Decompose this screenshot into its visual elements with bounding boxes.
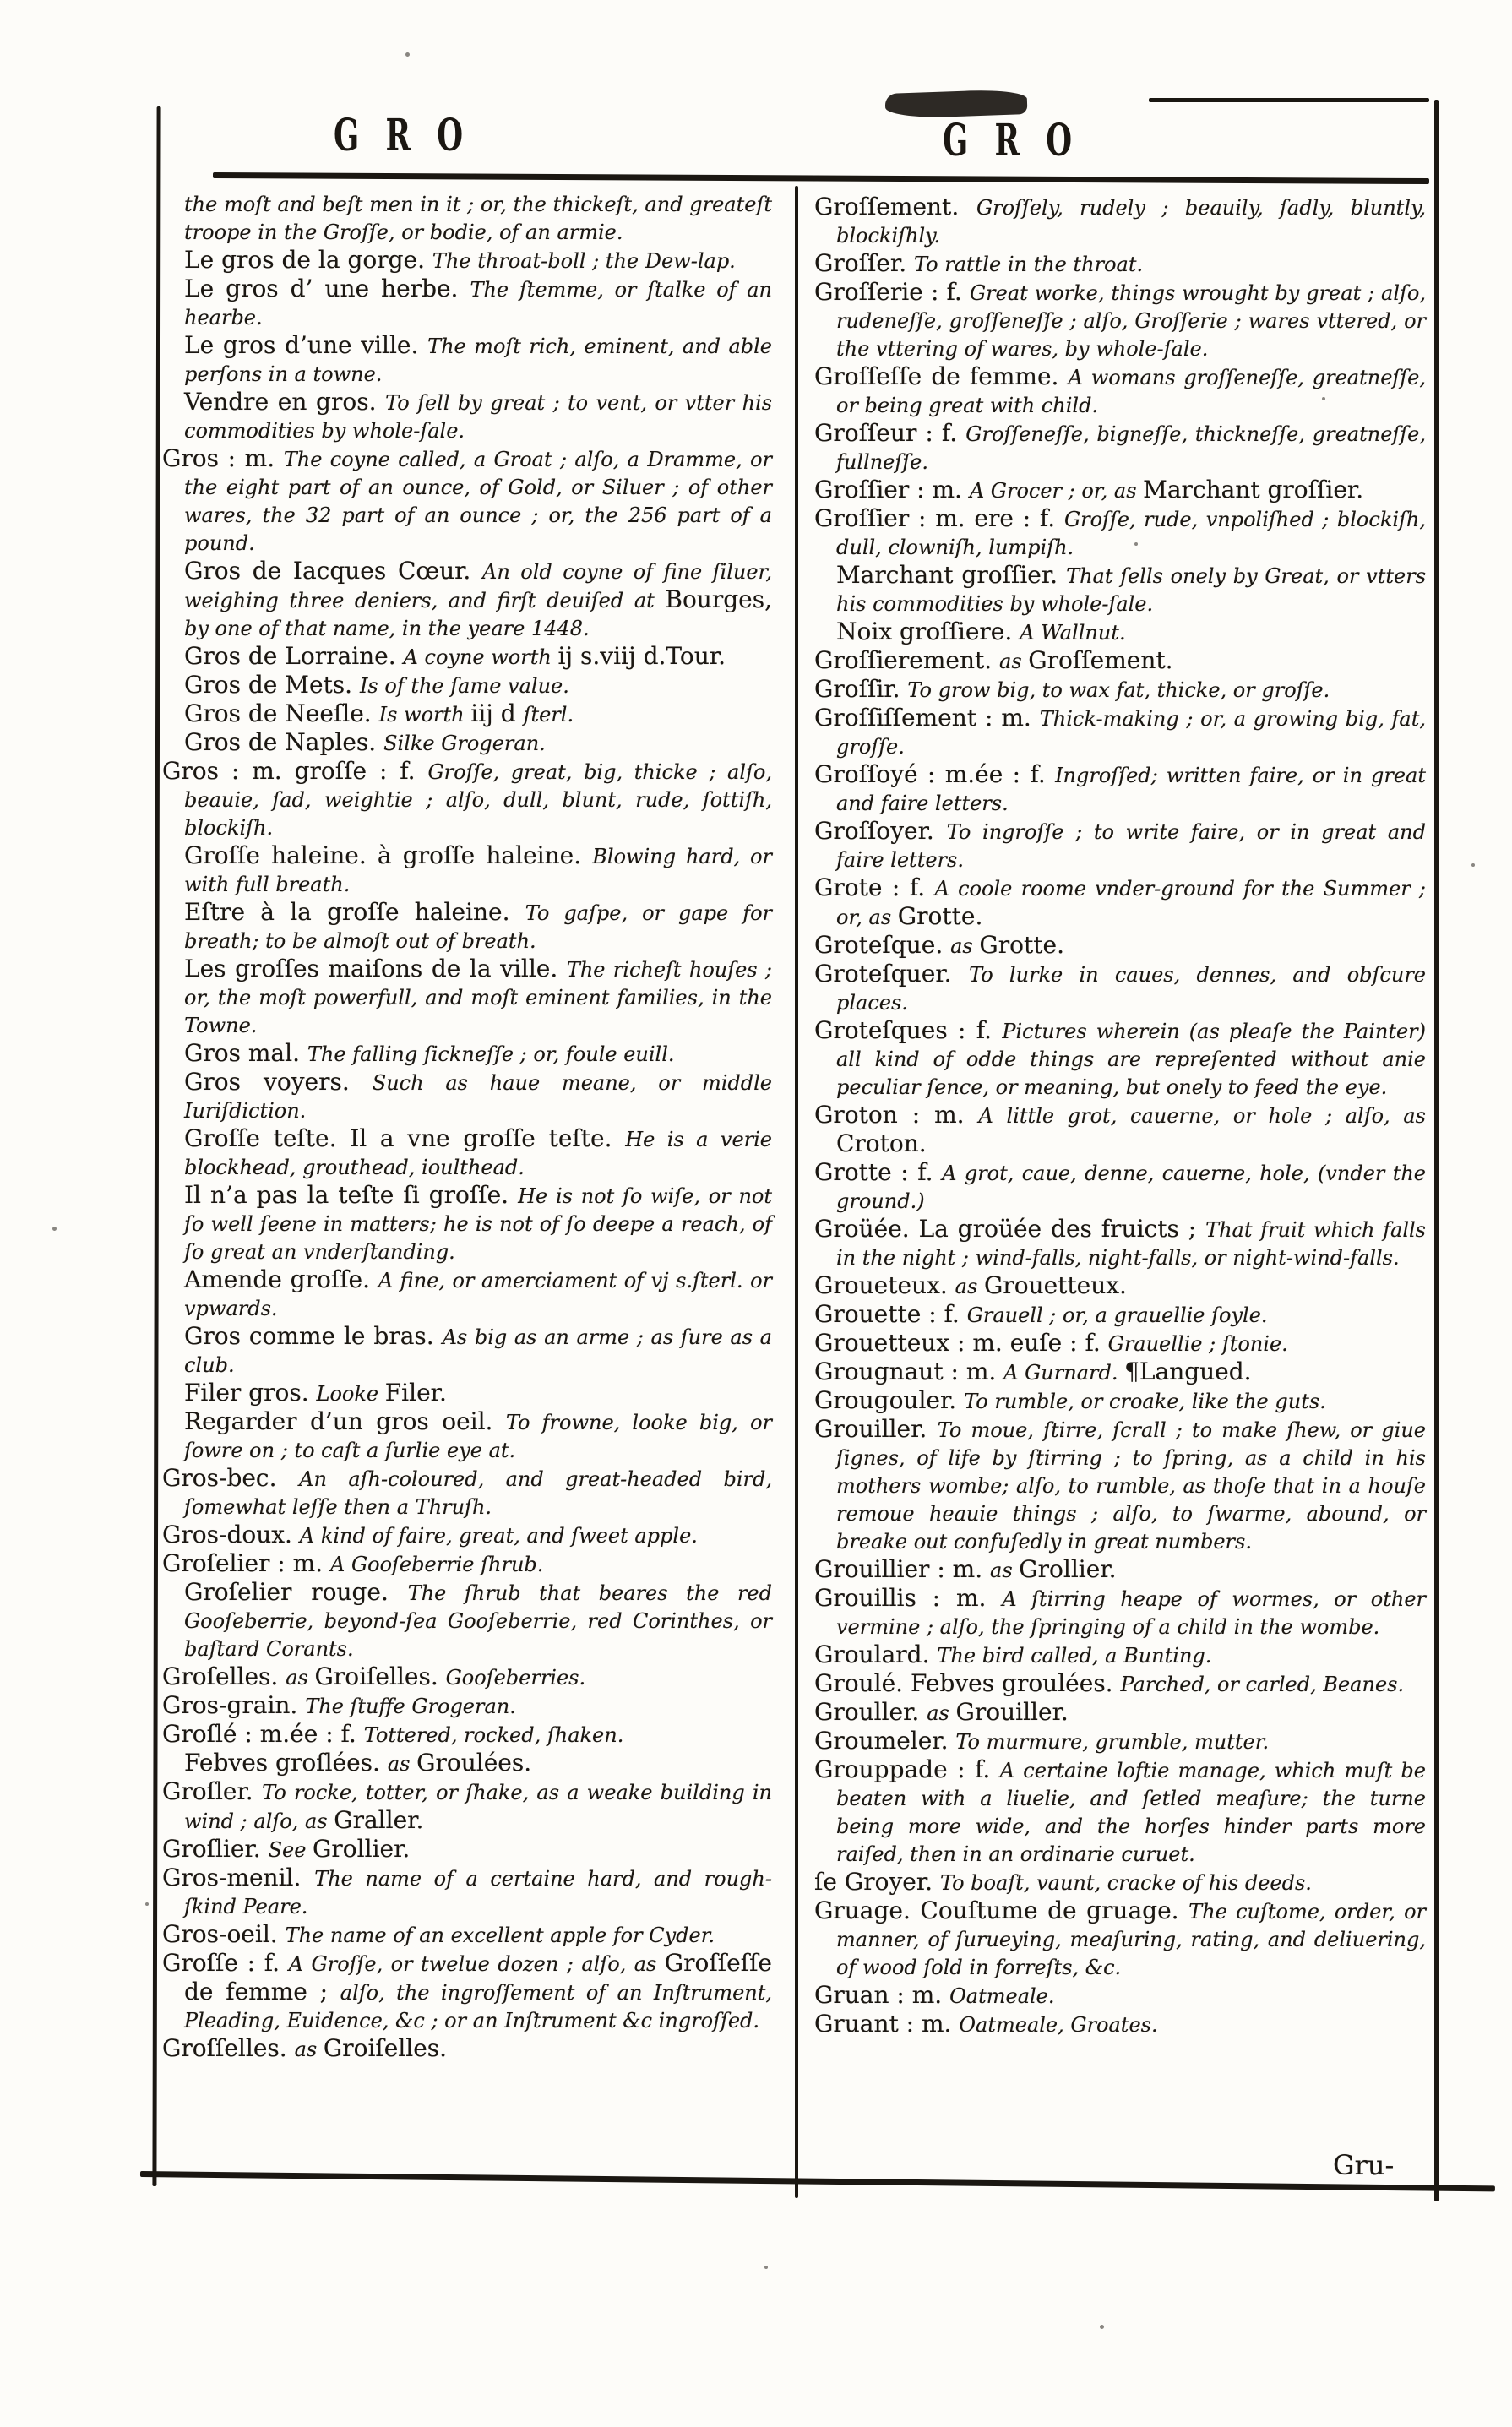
- entry-headword-text: Groſſeur : f.: [814, 419, 966, 447]
- entry-headword-text: Grollier.: [313, 1835, 411, 1863]
- entry-gloss-text: Is of the ſame value.: [359, 674, 569, 698]
- scan-speck: [1100, 2325, 1104, 2329]
- dictionary-entry: [162, 841, 772, 901]
- entry-headword-text: ¶Langued.: [1124, 1358, 1252, 1385]
- entry-headword-text: Grouiller.: [814, 1415, 938, 1443]
- dictionary-entry: [814, 195, 1426, 252]
- entry-headword-text: Groiſelles.: [314, 1662, 446, 1690]
- dictionary-entry: [814, 1669, 1426, 1701]
- entry-gloss-text: To rocke, totter, or ſhake, as a weake building in wind ; alſo, as: [184, 1781, 773, 1833]
- left-column: [162, 193, 772, 2065]
- header-rule: [213, 172, 1429, 184]
- entry-gloss-text: To lurke in caues, dennes, and obſcure places.: [836, 963, 1427, 1015]
- dictionary-entry: [162, 898, 773, 957]
- entry-gloss-text: Oatmeale.: [949, 1984, 1055, 2008]
- entry-gloss-text: To grow big, to wax fat, thicke, or groſſe.: [907, 678, 1330, 702]
- entry-headword-text: iij d: [470, 699, 524, 727]
- entry-gloss-text: Ingroſſed; written faire, or in great and faire letters.: [836, 764, 1426, 815]
- dictionary-entry: [162, 1920, 772, 1951]
- entry-headword-text: Gros : m. groſſe : f.: [162, 757, 428, 785]
- entry-headword-text: Groſſeſſe de femme.: [814, 362, 1069, 390]
- entry-gloss-text: A Grocer ; or, as: [969, 479, 1144, 503]
- dictionary-entry: [162, 331, 772, 390]
- entry-headword-text: Groſſe teſte. Il a vne groſſe teſte.: [184, 1124, 626, 1152]
- entry-gloss-text: To ingroſſe ; to write faire, or in great and faire letters.: [836, 820, 1426, 872]
- entry-headword-text: Gros voyers.: [184, 1068, 373, 1096]
- entry-headword-text: Gros de Mets.: [184, 671, 360, 699]
- entry-headword-text: Marchant groſſier.: [836, 561, 1067, 589]
- entry-headword-text: Groſſiſſement : m.: [814, 704, 1040, 732]
- entry-headword-text: Groiſelles.: [323, 2034, 448, 2062]
- dictionary-entry: [814, 1415, 1426, 1558]
- dictionary-entry: [814, 1729, 1426, 1758]
- page-border-top: [1149, 98, 1429, 102]
- entry-headword-text: Grotte : f.: [814, 1158, 943, 1186]
- entry-headword-text: Groſſierement.: [814, 646, 1000, 674]
- running-header-right: G R O: [943, 115, 1080, 166]
- entry-headword-text: Grougouler.: [814, 1386, 965, 1414]
- dictionary-entry: [162, 1181, 773, 1268]
- entry-headword-text: Grollier.: [1019, 1555, 1117, 1583]
- entry-headword-text: Amende groſſe.: [184, 1265, 378, 1293]
- dictionary-entry: [814, 563, 1426, 620]
- entry-gloss-text: Parched, or carled, Beanes.: [1120, 1673, 1405, 1696]
- dictionary-entry: [814, 1217, 1426, 1274]
- dictionary-entry: [162, 759, 772, 844]
- dictionary-entry: [814, 873, 1426, 933]
- entry-headword-text: Grouiller.: [955, 1698, 1069, 1726]
- dictionary-entry: [162, 1951, 772, 2037]
- dictionary-entry: [162, 193, 772, 248]
- dictionary-entry: [814, 419, 1426, 478]
- dictionary-entry: [814, 819, 1426, 876]
- running-header-left: G R O: [334, 110, 471, 161]
- entry-gloss-text: The ſtemme, or ſtalke of an hearbe.: [184, 278, 772, 329]
- entry-headword-text: Regarder d’un gros oeil.: [184, 1407, 506, 1435]
- entry-headword-text: Gros-doux.: [162, 1521, 300, 1548]
- entry-headword-text: Groſſement.: [814, 193, 976, 220]
- entry-gloss-text: That fruit which falls in the night ; wind-falls, night-falls, or night-wind-falls.: [836, 1218, 1426, 1270]
- dictionary-entry: [814, 1755, 1426, 1870]
- entry-headword-text: Gros-grain.: [162, 1691, 306, 1719]
- entry-headword-text: Grotte.: [979, 931, 1064, 959]
- entry-gloss-text: The bird called, a Bunting.: [937, 1644, 1212, 1668]
- dictionary-entry: [814, 677, 1426, 706]
- entry-headword-text: Gruant : m.: [814, 2010, 960, 2038]
- entry-gloss-text: Groſſe, great, big, thicke ; alſo, beauie, ſad, weightie ; alſo, dull, blunt, rude, ſottiſh, blockiſh.: [184, 760, 773, 840]
- dictionary-entry: [162, 673, 772, 702]
- entry-headword-text: Groueteux.: [814, 1271, 955, 1299]
- entry-gloss-text: To frowne, looke big, or ſowre on ; to caſt a ſurlie eye at.: [184, 1411, 772, 1462]
- entry-headword-text: Groulard.: [814, 1641, 938, 1668]
- entry-headword-text: Gruan : m.: [814, 1981, 950, 2009]
- entry-gloss-text: as: [955, 1275, 984, 1298]
- entry-headword-text: Gros de Neeſle.: [184, 699, 379, 727]
- ink-smudge: [885, 89, 1028, 119]
- entry-gloss-text: as: [286, 1666, 315, 1690]
- dictionary-entry: [162, 1837, 772, 1866]
- entry-headword-text: Gros mal.: [184, 1039, 307, 1067]
- entry-headword-text: Groſelier : m.: [162, 1549, 330, 1577]
- entry-gloss-text: Great worke, things wrought by great ; alſo, rudeneſſe, groſſeneſſe ; alſo, Groſſerie ; wares vttered, or the vttering of wares, by whole-ſale.: [836, 281, 1426, 361]
- dictionary-entry: [814, 1360, 1426, 1389]
- entry-gloss-text: Oatmeale, Groates.: [959, 2013, 1158, 2037]
- entry-gloss-text: See: [268, 1838, 313, 1862]
- entry-headword-text: Grouetteux : m. euſe : f.: [814, 1329, 1108, 1357]
- entry-gloss-text: Grauell ; or, a grauellie ſoyle.: [966, 1303, 1268, 1327]
- dictionary-entry: [814, 620, 1426, 649]
- entry-headword-text: Grouette : f.: [814, 1300, 967, 1328]
- dictionary-entry: [814, 1386, 1426, 1418]
- entry-gloss-text: The name of an excellent apple for Cyder.: [285, 1924, 715, 1947]
- entry-headword-text: Groteſque.: [814, 931, 951, 959]
- entry-headword-text: Gros comme le bras.: [184, 1322, 443, 1350]
- entry-gloss-text: The moſt rich, eminent, and able perſons in a towne.: [184, 335, 772, 386]
- entry-gloss-text: A kind of faire, great, and ſweet apple.: [299, 1524, 698, 1548]
- entry-headword-text: Groſſe : f.: [162, 1949, 289, 1977]
- entry-gloss-text: Looke: [316, 1382, 385, 1406]
- dictionary-entry: [162, 1039, 772, 1070]
- entry-headword-text: Groſſer.: [814, 249, 915, 277]
- entry-headword-text: Gruage. Couſtume de gruage.: [814, 1896, 1189, 1924]
- dictionary-entry: [162, 1124, 773, 1184]
- entry-gloss-text: Silke Grogeran.: [383, 732, 546, 755]
- entry-headword-text: Grouetteux.: [983, 1271, 1127, 1299]
- dictionary-entry: [814, 280, 1426, 365]
- entry-headword-text: Groumeler.: [814, 1727, 956, 1755]
- entry-gloss-text: A ſtirring heape of wormes, or other vermine ; alſo, the ſpringing of a child in the wombe.: [836, 1587, 1426, 1639]
- entry-headword-text: Gros de Naples.: [184, 728, 384, 756]
- entry-headword-text: Le gros d’ une herbe.: [184, 275, 470, 302]
- entry-gloss-text: A womans groſſeneſſe, greatneſſe, or being great with child.: [836, 366, 1427, 417]
- dictionary-entry: [814, 1896, 1426, 1984]
- entry-gloss-text: The coyne called, a Groat ; alſo, a Dramme, or the eight part of an ounce, of Gold, or Siluer ; of other wares, the 32 part of an ounce ; or, the 256 part of a pound.: [184, 448, 772, 555]
- entry-headword-text: Filer.: [384, 1379, 447, 1407]
- entry-gloss-text: Tottered, rocked, ſhaken.: [363, 1723, 624, 1747]
- dictionary-entry: [814, 1158, 1426, 1217]
- entry-gloss-text: To boaſt, vaunt, cracke of his deeds.: [939, 1871, 1312, 1895]
- entry-headword-text: Les groſſes maiſons de la ville.: [184, 955, 567, 982]
- entry-headword-text: Groton : m.: [814, 1101, 979, 1129]
- entry-gloss-text: The richeſt houſes ; or, the moſt powerfull, and moſt eminent families, in the Towne.: [184, 958, 773, 1037]
- entry-headword-text: Groſſoyé : m.ée : f.: [814, 760, 1056, 788]
- dictionary-entry: [814, 1555, 1426, 1586]
- dictionary-entry: [814, 706, 1426, 763]
- dictionary-entry: [162, 1265, 772, 1325]
- scan-speck: [764, 2266, 768, 2269]
- bottom-rule: [140, 2171, 1495, 2191]
- dictionary-entry: [814, 1103, 1426, 1161]
- entry-headword-text: Febves groſlées.: [184, 1749, 388, 1777]
- entry-headword-text: Croton.: [836, 1129, 927, 1157]
- dictionary-entry: [162, 642, 772, 673]
- dictionary-entry: [162, 390, 772, 447]
- dictionary-entry: [814, 760, 1426, 819]
- entry-headword-text: Groſelles.: [162, 1662, 286, 1690]
- entry-headword-text: Le gros de la gorge.: [184, 246, 432, 274]
- entry-headword-text: Grouller.: [814, 1698, 927, 1726]
- entry-gloss-text: An aſh-coloured, and great-headed bird, ſomewhat leſſe then a Thruſh.: [184, 1467, 772, 1519]
- dictionary-entry: [162, 1777, 773, 1837]
- entry-headword-text: Groſſir.: [814, 675, 908, 703]
- entry-gloss-text: Groſſely, rudely ; beauily, ſadly, bluntly, blockiſhly.: [836, 196, 1426, 248]
- entry-gloss-text: A grot, caue, denne, cauerne, hole, (vnder the ground.): [836, 1162, 1426, 1213]
- entry-headword-text: Vendre en gros.: [184, 388, 386, 416]
- catchword: Gru-: [1333, 2149, 1395, 2181]
- page-border-left: [152, 106, 160, 2186]
- entry-gloss-text: A Groſſe, or twelue dozen ; alſo, as: [288, 1952, 665, 1976]
- entry-gloss-text: as: [294, 2038, 324, 2061]
- dictionary-entry: [162, 728, 772, 759]
- entry-gloss-text: as: [999, 650, 1029, 673]
- entry-headword-text: Groulé. Febves groulées.: [814, 1669, 1121, 1697]
- dictionary-entry: [162, 1866, 772, 1923]
- entry-gloss-text: A little grot, cauerne, or hole ; alſo, as: [978, 1104, 1426, 1128]
- dictionary-entry: [814, 1300, 1426, 1331]
- dictionary-entry: [162, 1322, 772, 1381]
- dictionary-entry: [162, 2034, 772, 2065]
- entry-gloss-text: To ſell by great ; to vent, or vtter his commodities by whole-ſale.: [184, 391, 773, 443]
- entry-headword-text: Graller.: [334, 1806, 424, 1834]
- dictionary-entry: [162, 1381, 772, 1410]
- dictionary-entry: [814, 1870, 1426, 1899]
- dictionary-entry: [814, 249, 1426, 280]
- dictionary-entry: [162, 1407, 772, 1467]
- entry-gloss-text: A Wallnut.: [1020, 621, 1126, 645]
- entry-headword-text: Grouppade : f.: [814, 1755, 1000, 1783]
- entry-headword-text: Gros de Lorraine.: [184, 642, 404, 670]
- entry-headword-text: Gros-oeil.: [162, 1920, 286, 1948]
- entry-gloss-text: A Gooſeberrie ſhrub.: [330, 1553, 544, 1576]
- entry-headword-text: ſe Groyer.: [814, 1868, 940, 1896]
- column-divider-rule: [795, 186, 798, 2198]
- entry-headword-text: Filer gros.: [184, 1379, 317, 1407]
- dictionary-entry: [162, 1722, 772, 1751]
- dictionary-entry: [814, 1586, 1426, 1643]
- entry-headword-text: Bourges,: [665, 585, 772, 613]
- entry-gloss-text: ſterl.: [523, 703, 574, 726]
- dictionary-entry: [162, 1070, 772, 1127]
- dictionary-entry: [814, 646, 1426, 677]
- entry-gloss-text: A certaine loftie manage, which muſt be beaten with a liuelie, and ſetled meaſure; the turne being more wide, and the horſes hinder parts more raiſed, then in an ordinarie curuet.: [836, 1759, 1426, 1866]
- entry-gloss-text: The cuſtome, order, or manner, of ſurueying, meaſuring, rating, and deliuering, of wood ſold in forreſts, &c.: [836, 1900, 1426, 1979]
- entry-gloss-text: A fine, or amerciament of vj s.ſterl. or vpwards.: [184, 1269, 772, 1320]
- entry-headword-text: Groulées.: [416, 1749, 532, 1777]
- entry-headword-text: Grouillis : m.: [814, 1584, 1003, 1612]
- dictionary-entry: [814, 962, 1426, 1019]
- entry-gloss-text: A coyne worth: [403, 645, 558, 669]
- entry-gloss-text: That ſells onely by Great, or vtters his commodities by whole-ſale.: [836, 564, 1427, 616]
- entry-gloss-text: He is a verie blockhead, grouthead, ioulthead.: [184, 1128, 773, 1179]
- dictionary-entry: [814, 478, 1426, 507]
- entry-headword-text: Marchant groſſier.: [1143, 476, 1364, 503]
- entry-gloss-text: To murmure, grumble, mutter.: [955, 1730, 1270, 1754]
- entry-gloss-text: An old coyne of fine ſiluer, weighing three deniers, and firſt deuiſed at: [184, 560, 773, 612]
- entry-headword-text: Groſſement.: [1028, 646, 1173, 674]
- entry-headword-text: Groſſeſſe de femme ;: [184, 1949, 772, 2005]
- entry-headword-text: Groſſoyer.: [814, 817, 947, 845]
- entry-gloss-text: To moue, ſtirre, ſcrall ; to make ſhew, or giue ſignes, of life by ſtirring ; to ſpring, as a child in his mothers wombe; alſo, to rumble, as thoſe that in a houſe remoue heauie things ; alſo, to ſwarme, abound, or breake out confuſedly in great numbers.: [836, 1418, 1426, 1554]
- scan-speck: [145, 1902, 149, 1906]
- entry-headword-text: Groteſquer.: [814, 960, 970, 988]
- entry-gloss-text: The ſhrub that beares the red Gooſeberrie, beyond-ſea Gooſeberrie, red Corinthes, or baſtard Corants.: [184, 1581, 772, 1661]
- dictionary-entry: [162, 1523, 772, 1552]
- entry-headword-text: Gros-menil.: [162, 1864, 315, 1891]
- entry-gloss-text: The name of a certaine hard, and rough-ſkind Peare.: [184, 1867, 772, 1918]
- entry-headword-text: Grotte.: [897, 902, 983, 930]
- entry-gloss-text: Groſſe, rude, vnpoliſhed ; blockiſh, dull, clowniſh, lumpiſh.: [836, 508, 1427, 559]
- entry-gloss-text: by one of that name, in the yeare 1448.: [184, 617, 590, 640]
- right-column: [814, 195, 1426, 2041]
- entry-gloss-text: as: [927, 1701, 956, 1725]
- entry-gloss-text: Such as haue meane, or middle Iuriſdiction.: [184, 1071, 772, 1123]
- entry-headword-text: Groſlé : m.ée : f.: [162, 1720, 364, 1748]
- entry-gloss-text: Gooſeberries.: [445, 1666, 586, 1690]
- entry-gloss-text: Groſſeneſſe, bigneſſe, thickneſſe, greatneſſe, fullneſſe.: [836, 422, 1426, 474]
- dictionary-entry: [814, 2012, 1426, 2041]
- entry-gloss-text: The throat-boll ; the Dew-lap.: [432, 249, 736, 273]
- page-border-right: [1434, 100, 1439, 2201]
- entry-gloss-text: The ſtuffe Grogeran.: [305, 1695, 516, 1718]
- dictionary-entry: [162, 1662, 772, 1694]
- entry-headword-text: Groſſerie : f.: [814, 278, 970, 306]
- dictionary-entry: [162, 1691, 772, 1722]
- dictionary-entry: [162, 559, 772, 645]
- entry-headword-text: Grougnaut : m.: [814, 1358, 1004, 1385]
- dictionary-entry: [162, 1751, 772, 1780]
- entry-headword-text: Groſler.: [162, 1777, 263, 1805]
- entry-headword-text: ij s.viij d.Tour.: [557, 642, 726, 670]
- entry-headword-text: Groteſques : f.: [814, 1016, 1003, 1044]
- entry-headword-text: Il n’a pas la teſte ſi groſſe.: [184, 1181, 519, 1209]
- dictionary-entry: [162, 1549, 772, 1581]
- entry-gloss-text: He is not ſo wiſe, or not ſo well ſeene in matters; he is not of ſo deepe a reach, of ſo great an vnderſtanding.: [184, 1184, 773, 1264]
- dictionary-entry: [814, 1331, 1426, 1360]
- dictionary-entry: [162, 957, 772, 1042]
- entry-gloss-text: To rattle in the throat.: [914, 253, 1144, 276]
- entry-gloss-text: The falling ſickneſſe ; or, foule euill.: [307, 1042, 675, 1066]
- dictionary-entry: [814, 362, 1427, 422]
- entry-gloss-text: Blowing hard, or with full breath.: [184, 845, 772, 896]
- entry-headword-text: Gros : m.: [162, 444, 284, 472]
- entry-gloss-text: A coole roome vnder-ground for the Summer ; or, as: [836, 877, 1426, 929]
- entry-gloss-text: Thick-making ; or, a growing big, fat, groſſe.: [836, 707, 1426, 759]
- entry-gloss-text: alſo, the ingroſſement of an Inſtrument, Pleading, Euidence, &c ; or an Inſtrument &c ingroſſed.: [184, 1981, 773, 2032]
- scan-speck: [405, 52, 410, 57]
- entry-headword-text: Grouillier : m.: [814, 1555, 991, 1583]
- dictionary-entry: [162, 1578, 772, 1665]
- entry-gloss-text: as: [990, 1559, 1020, 1582]
- entry-headword-text: Groſlier.: [162, 1835, 269, 1863]
- dictionary-entry: [814, 1698, 1426, 1729]
- dictionary-entry: [814, 1981, 1426, 2012]
- entry-headword-text: Grote : f.: [814, 873, 935, 901]
- dictionary-entry: [814, 504, 1427, 563]
- entry-headword-text: Noix groſſiere.: [836, 618, 1020, 645]
- scan-speck: [1134, 542, 1138, 546]
- entry-gloss-text: A Gurnard.: [1003, 1361, 1125, 1385]
- entry-gloss-text: To rumble, or croake, like the guts.: [964, 1390, 1326, 1413]
- entry-headword-text: Groſſier : m. ere : f.: [814, 504, 1064, 532]
- entry-headword-text: Gros de Iacques Cœur.: [184, 557, 483, 585]
- dictionary-entry: [814, 933, 1426, 962]
- entry-headword-text: Groſelier rouge.: [184, 1578, 408, 1606]
- scan-speck: [52, 1227, 57, 1231]
- dictionary-entry: [814, 1643, 1426, 1672]
- entry-headword-text: Groſſe haleine. à groſſe haleine.: [184, 841, 593, 869]
- entry-gloss-text: Grauellie ; ſtonie.: [1107, 1332, 1288, 1356]
- entry-headword-text: Groſſelles.: [162, 2034, 295, 2062]
- entry-headword-text: Groſſier : m.: [814, 476, 970, 503]
- dictionary-entry: [814, 1271, 1426, 1303]
- entry-headword-text: Groüée. La groüée des fruicts ;: [814, 1215, 1206, 1243]
- dictionary-entry: [162, 1464, 772, 1523]
- entry-gloss-text: the moſt and beſt men in it ; or, the thickeſt, and greateſt troope in the Groſſe, or bodie, of an armie.: [184, 193, 772, 244]
- dictionary-entry: [162, 699, 772, 731]
- dictionary-entry: [162, 277, 772, 334]
- entry-headword-text: Le gros d’une ville.: [184, 331, 428, 359]
- entry-gloss-text: Pictures wherein (as pleaſe the Painter) all kind of odde things are repreſented without anie peculiar ſence, or meaning, but onely to feed the eye.: [836, 1020, 1427, 1099]
- dictionary-entry: [814, 1016, 1427, 1103]
- dictionary-entry: [162, 248, 772, 277]
- entry-gloss-text: as: [387, 1752, 417, 1776]
- entry-gloss-text: As big as an arme ; as ſure as a club.: [184, 1325, 772, 1377]
- entry-headword-text: Gros-bec.: [162, 1464, 300, 1492]
- entry-gloss-text: Is worth: [378, 703, 471, 726]
- entry-gloss-text: To gaſpe, or gape for breath; to be almoſt out of breath.: [184, 901, 773, 953]
- scan-speck: [1471, 863, 1475, 867]
- scan-speck: [1322, 397, 1325, 400]
- entry-gloss-text: as: [950, 934, 980, 958]
- dictionary-entry: [162, 444, 772, 559]
- entry-headword-text: Eſtre à la groſſe haleine.: [184, 898, 525, 926]
